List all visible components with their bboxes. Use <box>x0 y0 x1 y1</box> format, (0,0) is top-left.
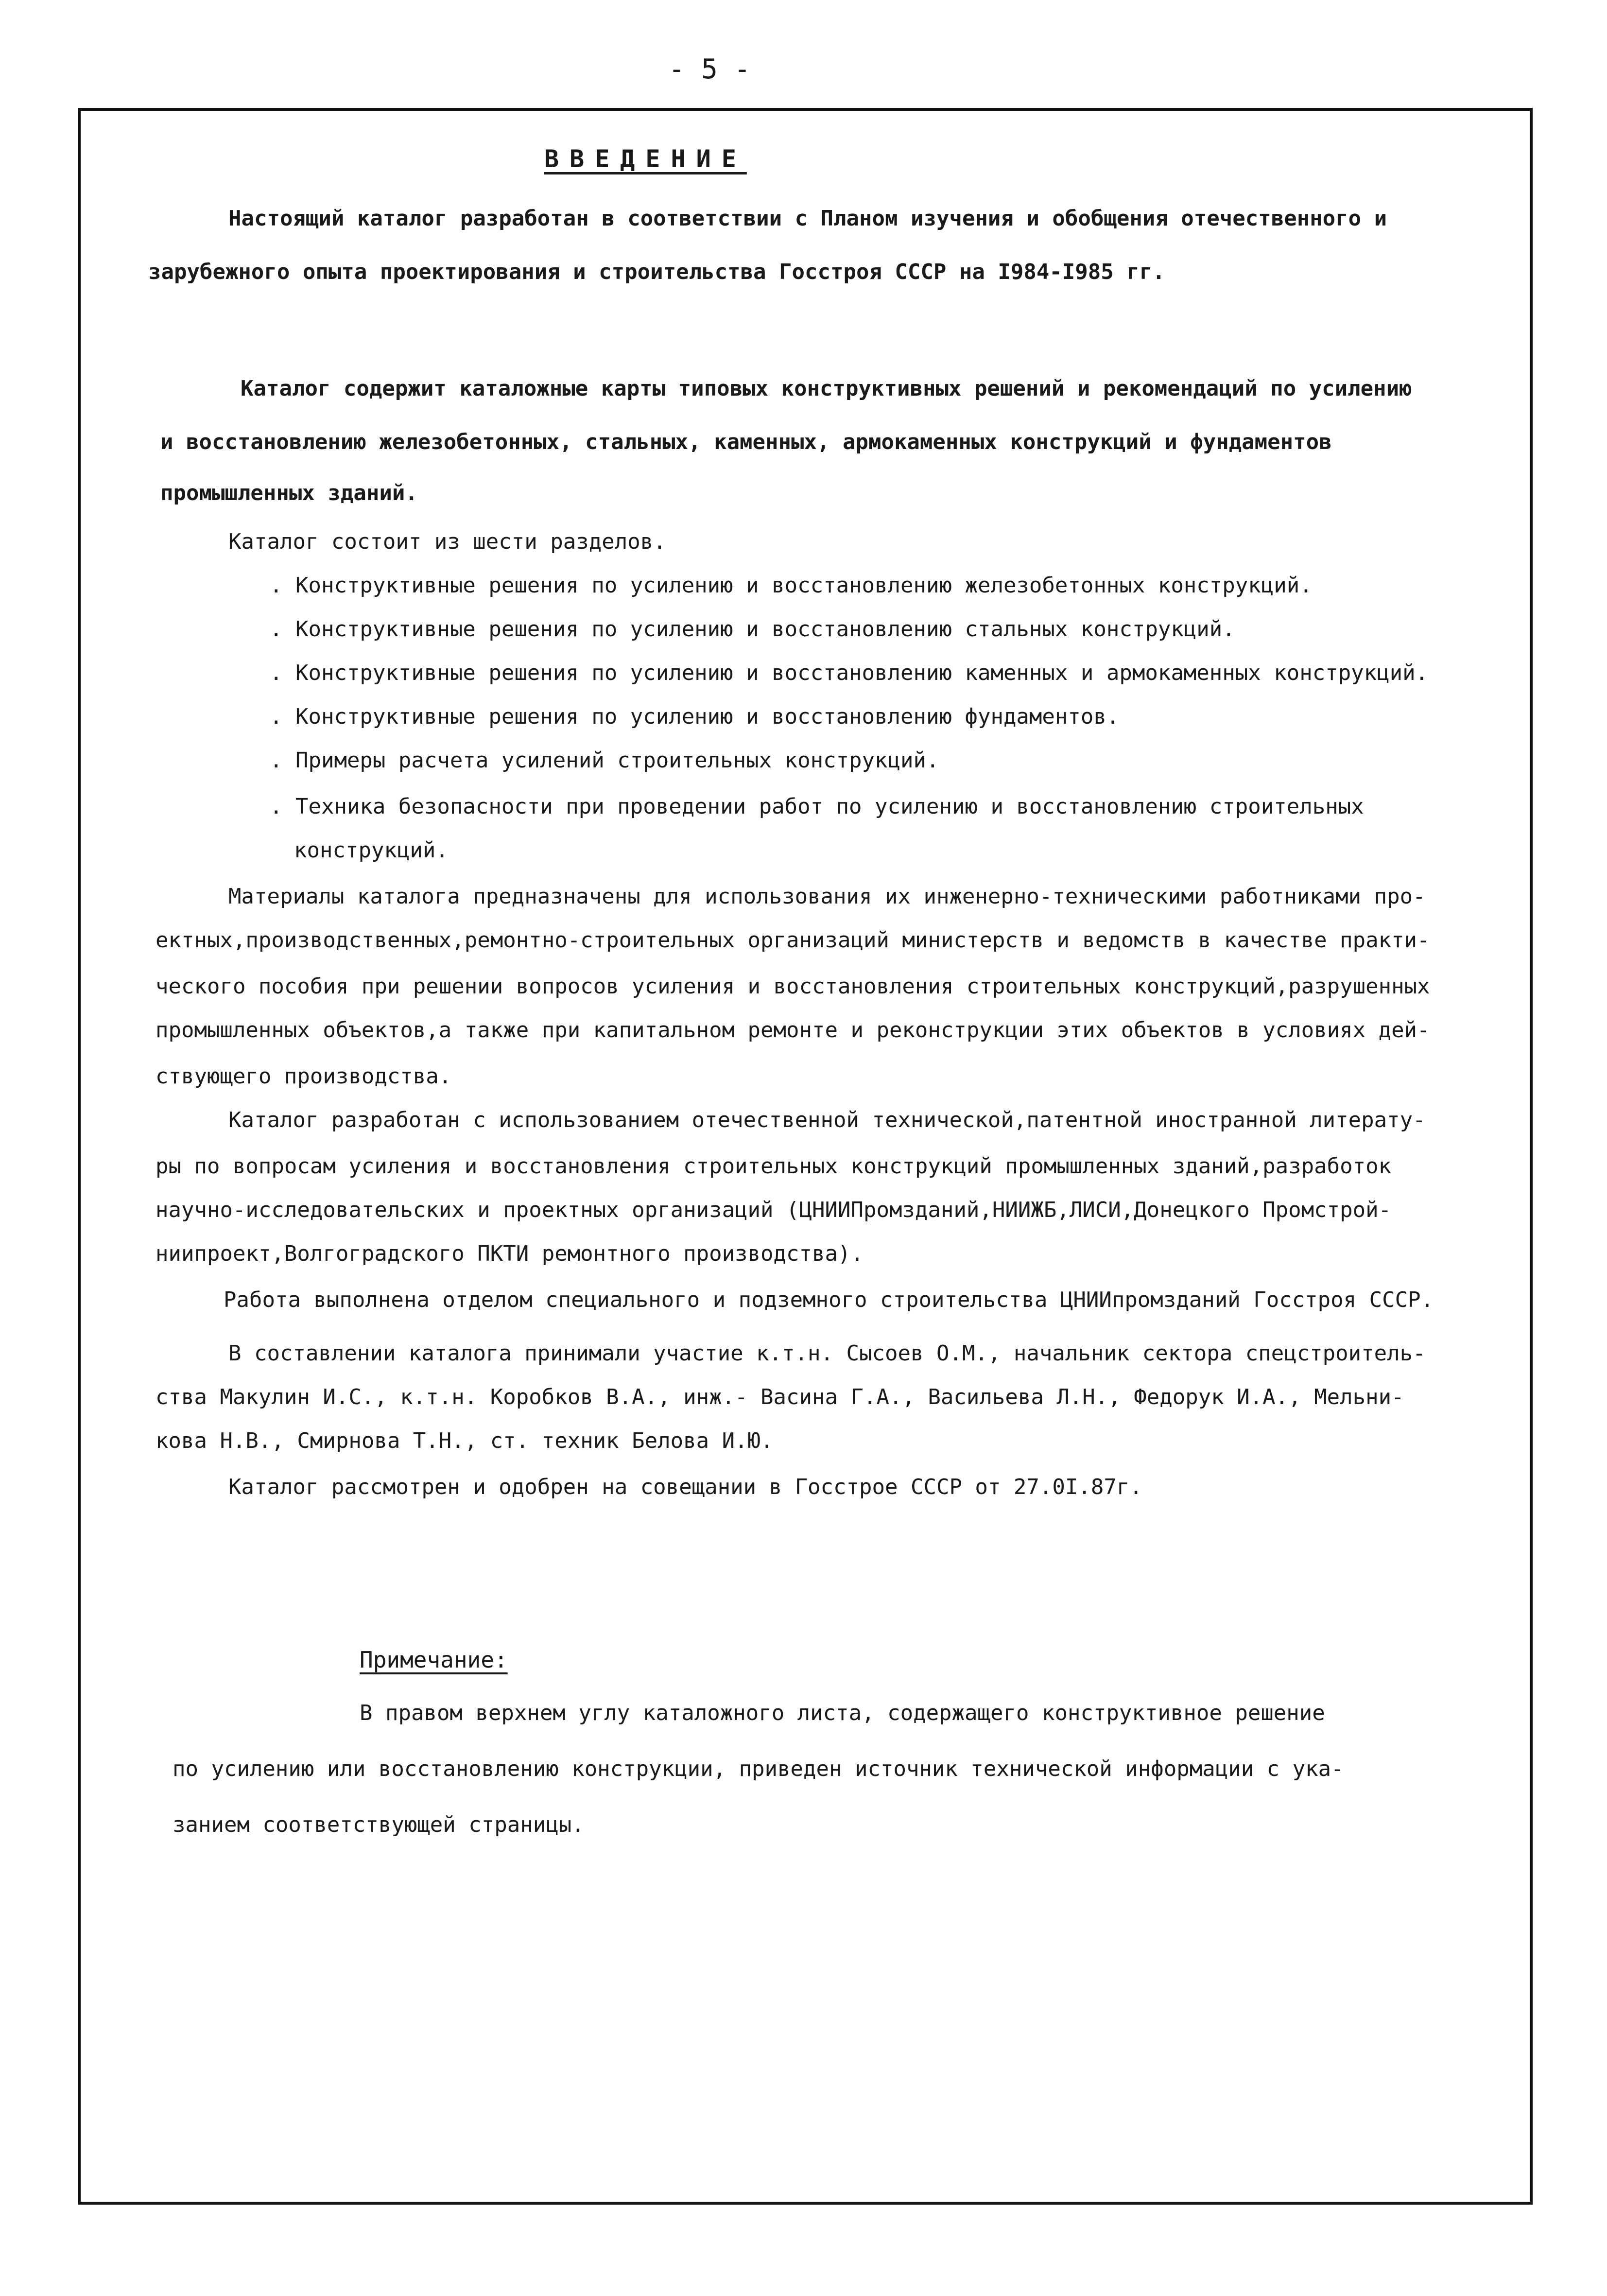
note-line: занием соответствующей страницы. <box>173 1812 585 1837</box>
note-heading: Примечание: <box>360 1647 508 1673</box>
sources-line: Каталог разработан с использованием отечественной технической,патентной иностранной литерату- <box>228 1108 1426 1132</box>
section-item: . Конструктивные решения по усилению и восстановлению каменных и армокаменных конструкций. <box>270 661 1429 685</box>
sources-line: ниипроект,Волгоградского ПКТИ ремонтного производства). <box>156 1241 864 1266</box>
materials-line: ектных,производственных,ремонтно-строительных организаций министерств и ведомств в качестве практи- <box>156 928 1430 953</box>
section-item: . Техника безопасности при проведении работ по усилению и восстановлению строительных <box>270 794 1364 819</box>
note-line: В правом верхнем углу каталожного листа, содержащего конструктивное решение <box>360 1701 1325 1725</box>
materials-line: Материалы каталога предназначены для использования их инженерно-техническими работниками про- <box>228 884 1426 909</box>
section-item: . Примеры расчета усилений строительных конструкций. <box>270 748 939 773</box>
materials-line: промышленных объектов,а также при капитальном ремонте и реконструкции этих объектов в условиях дей- <box>156 1018 1430 1043</box>
intro-line: зарубежного опыта проектирования и строительства Госстроя СССР на I984-I985 гг. <box>148 260 1165 284</box>
authors-line: кова Н.В., Смирнова Т.Н., ст. техник Белова И.Ю. <box>156 1428 774 1453</box>
section-item: . Конструктивные решения по усилению и восстановлению фундаментов. <box>270 704 1120 729</box>
intro-line: Настоящий каталог разработан в соответствии с Планом изучения и обобщения отечественного и <box>228 206 1387 231</box>
approval-line: Каталог рассмотрен и одобрен на совещании в Госстрое СССР от 27.0I.87г. <box>228 1475 1142 1499</box>
note-line: по усилению или восстановлению конструкции, приведен источник технической информации с ука- <box>173 1757 1344 1781</box>
section-item-continuation: конструкций. <box>294 838 449 863</box>
section-item: . Конструктивные решения по усилению и восстановлению стальных конструкций. <box>270 617 1235 642</box>
materials-line: ческого пособия при решении вопросов усиления и восстановления строительных конструкций,разрушенных <box>156 974 1430 999</box>
authors-line: В составлении каталога принимали участие к.т.н. Сысоев О.М., начальник сектора спецстроитель- <box>228 1341 1426 1366</box>
work-done-line: Работа выполнена отделом специального и подземного строительства ЦНИИпромзданий Госстроя СССР. <box>224 1287 1434 1312</box>
contents-line: и восстановлению железобетонных, стальных, каменных, армокаменных конструкций и фундаментов <box>160 430 1332 454</box>
page-title: ВВЕДЕНИЕ <box>544 145 747 173</box>
materials-line: ствующего производства. <box>156 1064 452 1089</box>
sources-line: ры по вопросам усиления и восстановления строительных конструкций промышленных зданий,разработок <box>156 1154 1392 1179</box>
sources-line: научно-исследовательских и проектных организаций (ЦНИИПромзданий,НИИЖБ,ЛИСИ,Донецкого Промстрой- <box>156 1198 1392 1222</box>
contents-line: промышленных зданий. <box>160 481 418 505</box>
contents-line: Каталог содержит каталожные карты типовых конструктивных решений и рекомендаций по усилению <box>241 376 1412 401</box>
sections-intro: Каталог состоит из шести разделов. <box>228 529 666 554</box>
authors-line: ства Макулин И.С., к.т.н. Коробков В.А., инж.- Васина Г.А., Васильева Л.Н., Федорук И.А., Мельни- <box>156 1385 1404 1409</box>
page-number: - 5 - <box>668 53 751 85</box>
section-item: . Конструктивные решения по усилению и восстановлению железобетонных конструкций. <box>270 573 1313 598</box>
